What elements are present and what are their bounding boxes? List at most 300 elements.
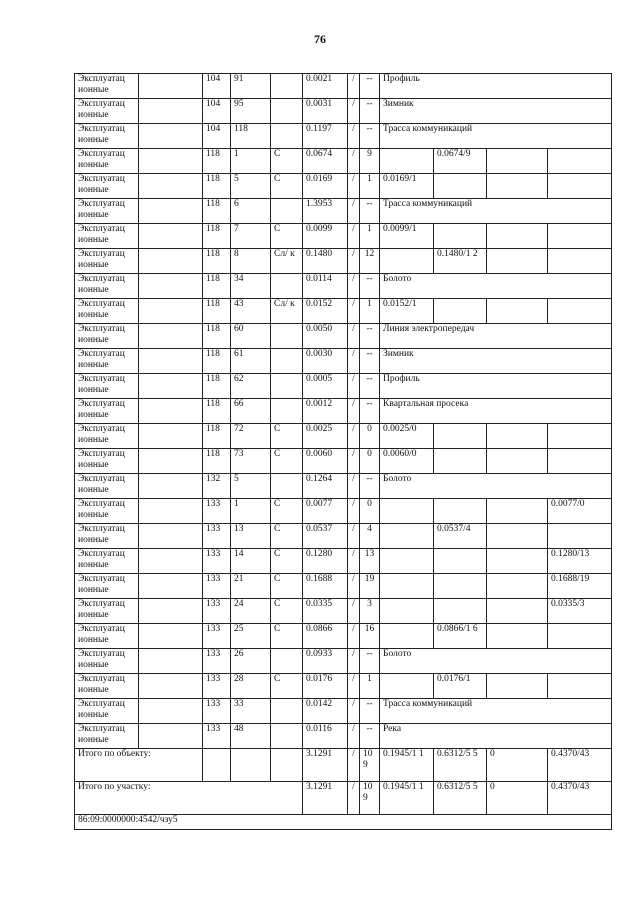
quarter-cell: 118 [203,249,231,274]
allotment-cell: 48 [231,724,271,749]
area-cell: 0.0050 [303,324,348,349]
type-cell: С [271,224,303,249]
value-cell-2 [434,174,487,199]
slash-cell: / [348,574,360,599]
category-cell: Эксплуатац ионные [75,174,139,199]
empty-cell [271,749,303,782]
area-cell: 0.0116 [303,724,348,749]
category-cell: Эксплуатац ионные [75,399,139,424]
category-cell: Эксплуатац ионные [75,99,139,124]
category-cell: Эксплуатац ионные [75,74,139,99]
category-cell: Эксплуатац ионные [75,349,139,374]
total-value-2: 0.6312/5 5 [434,782,487,815]
value-cell-3 [487,624,548,649]
slash-cell: / [348,599,360,624]
category-cell: Эксплуатац ионные [75,274,139,299]
quarter-cell: 133 [203,599,231,624]
category-cell: Эксплуатац ионные [75,599,139,624]
area-cell: 0.0114 [303,274,348,299]
type-cell: С [271,624,303,649]
empty-cell [139,174,203,199]
area-cell: 0.1280 [303,549,348,574]
value-cell-2 [434,449,487,474]
allotment-cell: 91 [231,74,271,99]
stock-cell: 0 [360,449,380,474]
empty-cell [139,99,203,124]
description-cell: Зимник [380,349,612,374]
value-cell-1: 0.0060/0 [380,449,434,474]
total-value-1: 0.1945/1 1 [380,749,434,782]
value-cell-1 [380,149,434,174]
category-cell: Эксплуатац ионные [75,674,139,699]
table-row [75,349,612,374]
value-cell-5 [548,249,612,274]
slash-cell: / [348,349,360,374]
empty-cell [139,149,203,174]
page-number: 76 [314,32,326,46]
slash-cell: / [348,449,360,474]
total-value-1: 0.1945/1 1 [380,782,434,815]
empty-cell [139,399,203,424]
table-row [75,149,612,174]
slash-cell: / [348,674,360,699]
type-cell: С [271,149,303,174]
value-cell-2: 0.0537/4 [434,524,487,549]
slash-cell: / [348,549,360,574]
value-cell-5 [548,149,612,174]
type-cell [271,349,303,374]
value-cell-1 [380,599,434,624]
total-stock-cell: 10 9 [360,749,380,782]
allotment-cell: 60 [231,324,271,349]
stock-cell: 12 [360,249,380,274]
value-cell-3 [487,174,548,199]
total-label-cell: Итого по участку: [75,782,303,815]
type-cell [271,324,303,349]
value-cell-5 [548,674,612,699]
description-cell: Болото [380,474,612,499]
type-cell [271,74,303,99]
empty-cell [139,349,203,374]
value-cell-1 [380,674,434,699]
area-cell: 0.0030 [303,349,348,374]
stock-cell: -- [360,74,380,99]
area-cell: 0.0077 [303,499,348,524]
total-area-cell: 3.1291 [303,749,348,782]
empty-cell [139,249,203,274]
stock-cell: 0 [360,499,380,524]
area-cell: 0.0176 [303,674,348,699]
empty-cell [139,699,203,724]
empty-cell [139,574,203,599]
quarter-cell: 118 [203,199,231,224]
value-cell-3 [487,674,548,699]
stock-cell: -- [360,99,380,124]
value-cell-5 [548,224,612,249]
stock-cell: -- [360,724,380,749]
value-cell-1 [380,624,434,649]
category-cell: Эксплуатац ионные [75,574,139,599]
allotment-cell: 24 [231,599,271,624]
value-cell-5 [548,449,612,474]
category-cell: Эксплуатац ионные [75,324,139,349]
area-cell: 0.0099 [303,224,348,249]
quarter-cell: 118 [203,449,231,474]
stock-cell: -- [360,349,380,374]
empty-cell [139,124,203,149]
value-cell-5 [548,299,612,324]
value-cell-2 [434,499,487,524]
area-cell: 0.1688 [303,574,348,599]
slash-cell: / [348,174,360,199]
table-row [75,624,612,649]
type-cell [271,124,303,149]
cadastral-row [75,815,612,830]
category-cell: Эксплуатац ионные [75,124,139,149]
stock-cell: -- [360,274,380,299]
allotment-cell: 5 [231,474,271,499]
value-cell-3 [487,574,548,599]
allotment-cell: 14 [231,549,271,574]
category-cell: Эксплуатац ионные [75,549,139,574]
description-cell: Линия электропередач [380,324,612,349]
table-row [75,99,612,124]
slash-cell: / [348,474,360,499]
area-cell: 0.0025 [303,424,348,449]
category-cell: Эксплуатац ионные [75,649,139,674]
quarter-cell: 104 [203,74,231,99]
area-cell: 0.0152 [303,299,348,324]
type-cell: С [271,449,303,474]
quarter-cell: 118 [203,424,231,449]
category-cell: Эксплуатац ионные [75,149,139,174]
value-cell-3 [487,449,548,474]
empty-cell [139,324,203,349]
allotment-cell: 33 [231,699,271,724]
area-cell: 0.0005 [303,374,348,399]
empty-cell [139,499,203,524]
slash-cell: / [348,624,360,649]
slash-cell: / [348,124,360,149]
value-cell-1 [380,524,434,549]
value-cell-2 [434,599,487,624]
type-cell [271,374,303,399]
stock-cell: 9 [360,149,380,174]
area-cell: 0.0012 [303,399,348,424]
table-body [75,74,612,830]
table-row [75,274,612,299]
stock-cell: 1 [360,674,380,699]
value-cell-3 [487,499,548,524]
type-cell [271,649,303,674]
type-cell [271,199,303,224]
empty-cell [231,749,271,782]
allotment-cell: 25 [231,624,271,649]
allotment-cell: 34 [231,274,271,299]
allotment-cell: 118 [231,124,271,149]
value-cell-2: 0.0674/9 [434,149,487,174]
allotment-cell: 1 [231,149,271,174]
table-row [75,249,612,274]
type-cell [271,474,303,499]
allotment-cell: 26 [231,649,271,674]
area-cell: 0.0537 [303,524,348,549]
quarter-cell: 118 [203,274,231,299]
empty-cell [139,549,203,574]
value-cell-5: 0.0077/0 [548,499,612,524]
stock-cell: 3 [360,599,380,624]
quarter-cell: 104 [203,124,231,149]
quarter-cell: 118 [203,224,231,249]
value-cell-5: 0.1280/13 [548,549,612,574]
total-value-5: 0.4370/43 [548,782,612,815]
area-cell: 0.1264 [303,474,348,499]
quarter-cell: 133 [203,674,231,699]
table-row [75,524,612,549]
stock-cell: -- [360,374,380,399]
type-cell: С [271,424,303,449]
value-cell-5 [548,424,612,449]
table-row [75,449,612,474]
total-value-2: 0.6312/5 5 [434,749,487,782]
value-cell-2 [434,224,487,249]
empty-cell [139,624,203,649]
quarter-cell: 133 [203,699,231,724]
empty-cell [139,74,203,99]
total-row [75,749,612,782]
slash-cell: / [348,724,360,749]
allotment-cell: 66 [231,399,271,424]
empty-cell [139,299,203,324]
slash-cell: / [348,274,360,299]
quarter-cell: 118 [203,174,231,199]
category-cell: Эксплуатац ионные [75,249,139,274]
cadastral-number-cell: 86:09:0000000:4542/чзу5 [75,815,612,830]
quarter-cell: 133 [203,649,231,674]
allotment-cell: 21 [231,574,271,599]
area-cell: 0.0060 [303,449,348,474]
stock-cell: -- [360,124,380,149]
empty-cell [139,474,203,499]
empty-cell [139,524,203,549]
allotment-cell: 73 [231,449,271,474]
quarter-cell: 118 [203,399,231,424]
empty-cell [139,274,203,299]
category-cell: Эксплуатац ионные [75,474,139,499]
table-row [75,424,612,449]
category-cell: Эксплуатац ионные [75,449,139,474]
area-cell: 0.0674 [303,149,348,174]
description-cell: Болото [380,274,612,299]
slash-cell: / [348,399,360,424]
table-row [75,499,612,524]
slash-cell: / [348,374,360,399]
area-cell: 0.0169 [303,174,348,199]
type-cell [271,699,303,724]
category-cell: Эксплуатац ионные [75,374,139,399]
table-row [75,599,612,624]
total-stock-cell: 10 9 [360,782,380,815]
empty-cell [139,224,203,249]
stock-cell: 13 [360,549,380,574]
description-cell: Профиль [380,74,612,99]
empty-cell [139,449,203,474]
category-cell: Эксплуатац ионные [75,699,139,724]
quarter-cell: 133 [203,724,231,749]
area-cell: 1.3953 [303,199,348,224]
area-cell: 0.0866 [303,624,348,649]
value-cell-3 [487,249,548,274]
type-cell: С [271,499,303,524]
stock-cell: -- [360,324,380,349]
type-cell: С [271,574,303,599]
value-cell-1: 0.0169/1 [380,174,434,199]
value-cell-3 [487,299,548,324]
value-cell-2 [434,424,487,449]
category-cell: Эксплуатац ионные [75,224,139,249]
total-row [75,782,612,815]
description-cell: Трасса коммуникаций [380,124,612,149]
allotment-cell: 7 [231,224,271,249]
stock-cell: -- [360,699,380,724]
table-row [75,574,612,599]
value-cell-5: 0.1688/19 [548,574,612,599]
allotment-cell: 5 [231,174,271,199]
slash-cell: / [348,149,360,174]
value-cell-1 [380,574,434,599]
table-row [75,74,612,99]
slash-cell: / [348,199,360,224]
type-cell: С [271,174,303,199]
table-row [75,299,612,324]
value-cell-2 [434,549,487,574]
slash-cell: / [348,782,360,815]
stock-cell: 4 [360,524,380,549]
value-cell-2 [434,299,487,324]
total-label-cell: Итого по объекту: [75,749,203,782]
type-cell: С [271,674,303,699]
slash-cell: / [348,249,360,274]
type-cell: Сл/ к [271,299,303,324]
type-cell [271,724,303,749]
slash-cell: / [348,324,360,349]
allotment-cell: 8 [231,249,271,274]
value-cell-2: 0.1480/1 2 [434,249,487,274]
table-row [75,199,612,224]
value-cell-3 [487,599,548,624]
value-cell-3 [487,224,548,249]
category-cell: Эксплуатац ионные [75,524,139,549]
quarter-cell: 133 [203,524,231,549]
total-area-cell: 3.1291 [303,782,348,815]
stock-cell: 0 [360,424,380,449]
stock-cell: -- [360,649,380,674]
type-cell: С [271,599,303,624]
area-cell: 0.1480 [303,249,348,274]
quarter-cell: 118 [203,149,231,174]
table-row [75,399,612,424]
value-cell-2: 0.0866/1 6 [434,624,487,649]
empty-cell [139,724,203,749]
area-cell: 0.0335 [303,599,348,624]
slash-cell: / [348,99,360,124]
area-cell: 0.0142 [303,699,348,724]
table-row [75,474,612,499]
slash-cell: / [348,699,360,724]
value-cell-5 [548,174,612,199]
description-cell: Река [380,724,612,749]
type-cell [271,399,303,424]
value-cell-1 [380,549,434,574]
category-cell: Эксплуатац ионные [75,199,139,224]
table-row [75,374,612,399]
value-cell-3 [487,424,548,449]
table-row [75,174,612,199]
stock-cell: -- [360,399,380,424]
total-value-3: 0 [487,782,548,815]
allotment-cell: 43 [231,299,271,324]
value-cell-1 [380,499,434,524]
type-cell: С [271,524,303,549]
quarter-cell: 118 [203,349,231,374]
category-cell: Эксплуатац ионные [75,499,139,524]
quarter-cell: 118 [203,324,231,349]
quarter-cell: 133 [203,624,231,649]
empty-cell [139,649,203,674]
allotment-cell: 6 [231,199,271,224]
area-cell: 0.0933 [303,649,348,674]
land-plot-table [74,73,612,830]
value-cell-1 [380,249,434,274]
table-row [75,649,612,674]
value-cell-5 [548,524,612,549]
value-cell-5 [548,624,612,649]
slash-cell: / [348,649,360,674]
allotment-cell: 95 [231,99,271,124]
category-cell: Эксплуатац ионные [75,424,139,449]
empty-cell [203,749,231,782]
description-cell: Профиль [380,374,612,399]
stock-cell: -- [360,474,380,499]
value-cell-3 [487,524,548,549]
empty-cell [139,374,203,399]
area-cell: 0.0021 [303,74,348,99]
quarter-cell: 118 [203,374,231,399]
value-cell-3 [487,549,548,574]
total-value-3: 0 [487,749,548,782]
empty-cell [139,424,203,449]
area-cell: 0.1197 [303,124,348,149]
description-cell: Болото [380,649,612,674]
description-cell: Зимник [380,99,612,124]
value-cell-2 [434,574,487,599]
allotment-cell: 28 [231,674,271,699]
table-row [75,724,612,749]
allotment-cell: 13 [231,524,271,549]
stock-cell: -- [360,199,380,224]
type-cell: С [271,549,303,574]
empty-cell [139,599,203,624]
allotment-cell: 62 [231,374,271,399]
slash-cell: / [348,424,360,449]
category-cell: Эксплуатац ионные [75,299,139,324]
table-row [75,124,612,149]
value-cell-1: 0.0025/0 [380,424,434,449]
category-cell: Эксплуатац ионные [75,724,139,749]
allotment-cell: 61 [231,349,271,374]
table-row [75,324,612,349]
quarter-cell: 133 [203,499,231,524]
